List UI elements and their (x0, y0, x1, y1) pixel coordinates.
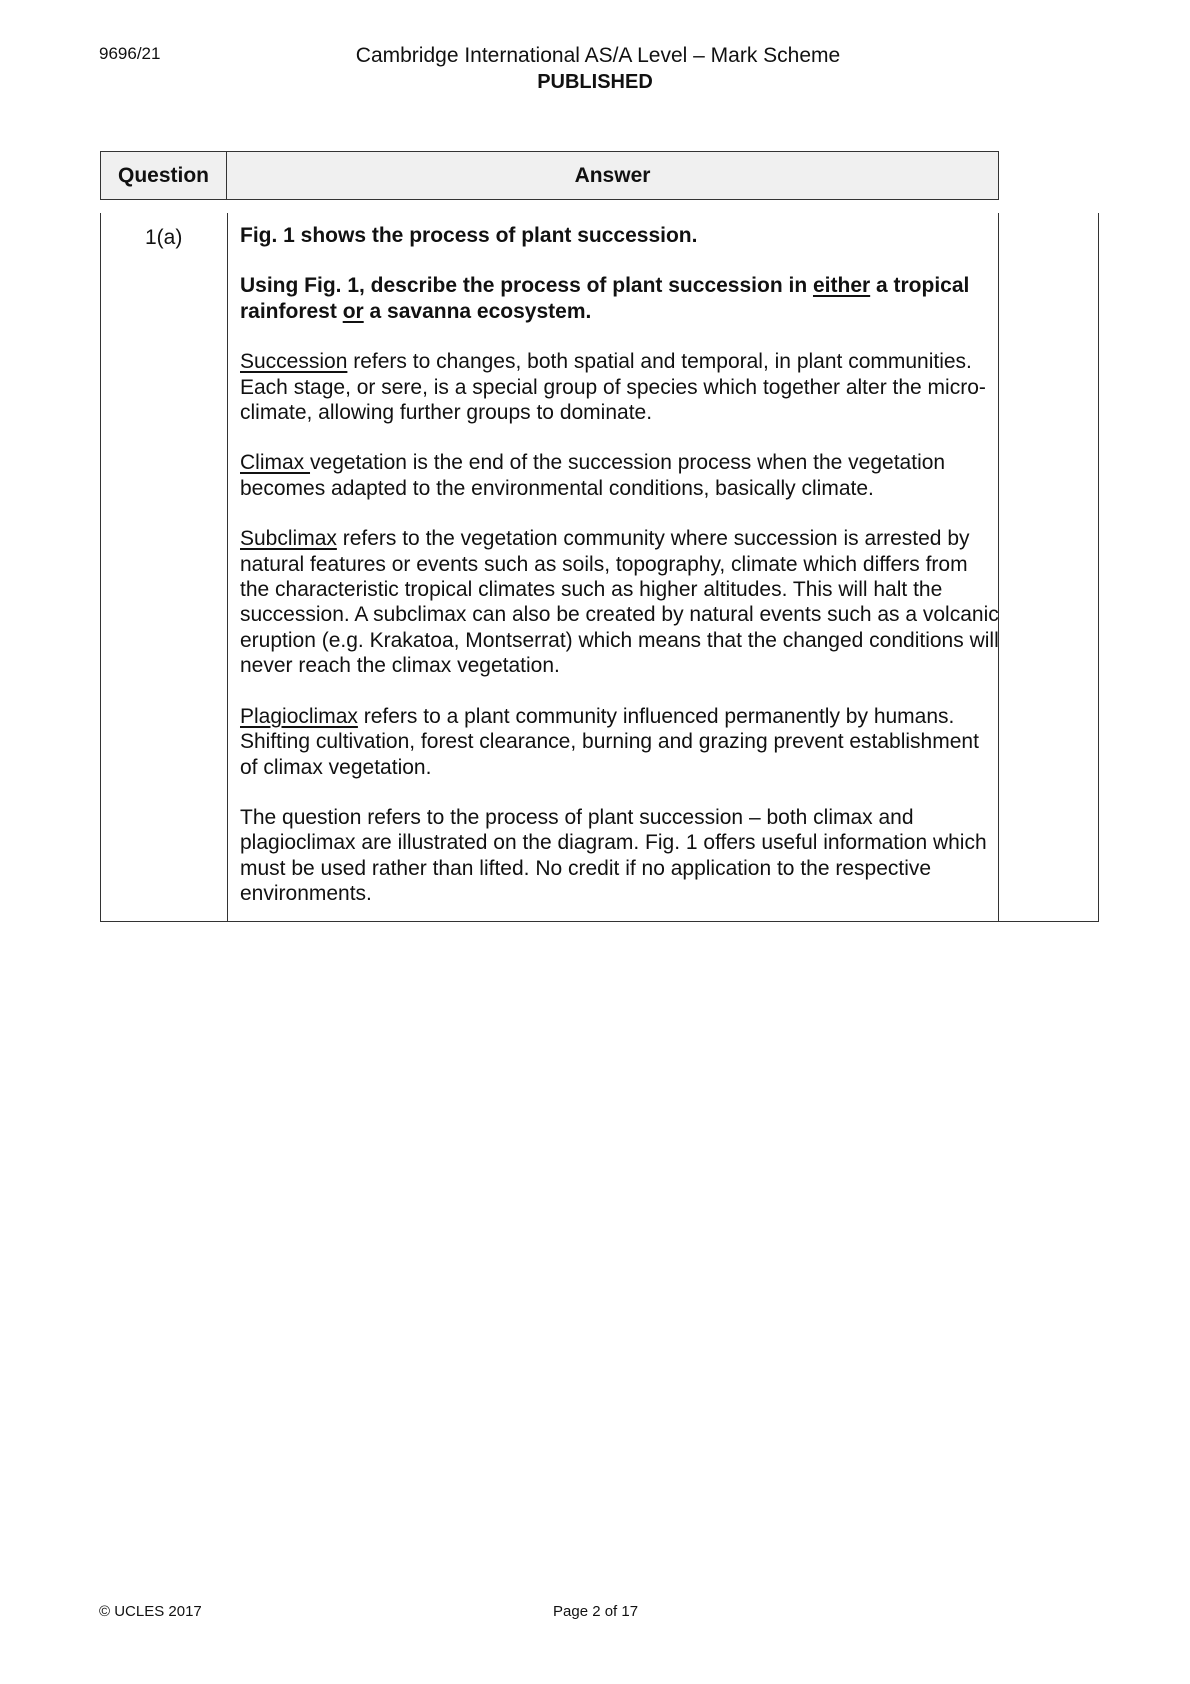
subclimax-paragraph: Subclimax refers to the vegetation community where succession is arrested by natural features or events such as soils, topography, climate which differs from the characteristic tropical climates such as higher altitudes. This will halt the succession. A subclimax can also be created by natural events such as a volcanic eruption (e.g. Krakatoa, Montserrat) which means that the changed conditions will never reach the climax vegetation. (240, 527, 999, 678)
document-header (0, 43, 1190, 95)
question-column-header: Question (100, 151, 227, 200)
row-left-border (100, 213, 101, 922)
header-title: Cambridge International AS/A Level – Mark Scheme (355, 44, 841, 67)
table-row (100, 213, 1099, 922)
mark-scheme-table (100, 151, 1099, 922)
final-note-paragraph: The question refers to the process of plant succession – both climax and plagioclimax are illustrated on the diagram. Fig. 1 offers useful information which must be used rather than lifted. No credit if no application to the respective environments. (240, 805, 987, 906)
footer-copyright: © UCLES 2017 (99, 1603, 202, 1620)
answer-column-header: Answer (227, 151, 999, 200)
question-prompt: Using Fig. 1, describe the process of plant succession in either a tropical rainforest or a savanna ecosystem. (240, 274, 970, 323)
answer-content (240, 223, 1000, 932)
row-right-border (1098, 213, 1099, 922)
prompt-line: Fig. 1 shows the process of plant succession. (240, 224, 698, 247)
plagioclimax-paragraph: Plagioclimax refers to a plant community influenced permanently by humans. Shifting cultivation, forest clearance, burning and grazing prevent establishment of climax vegetation. (240, 704, 979, 779)
header-status: PUBLISHED (537, 71, 653, 93)
succession-paragraph: Succession refers to changes, both spatial and temporal, in plant communities. Each stage, or sere, is a special group of species which together alter the micro-climate, allowing further groups to dominate. (240, 350, 986, 425)
footer-page-number: Page 2 of 17 (553, 1603, 639, 1620)
row-divider-question (227, 213, 228, 922)
document-code: 9696/21 (99, 44, 161, 63)
climax-paragraph: Climax vegetation is the end of the succession process when the vegetation becomes adapted to the environmental conditions, basically climate. (240, 451, 946, 500)
question-number: 1(a) (145, 226, 183, 249)
